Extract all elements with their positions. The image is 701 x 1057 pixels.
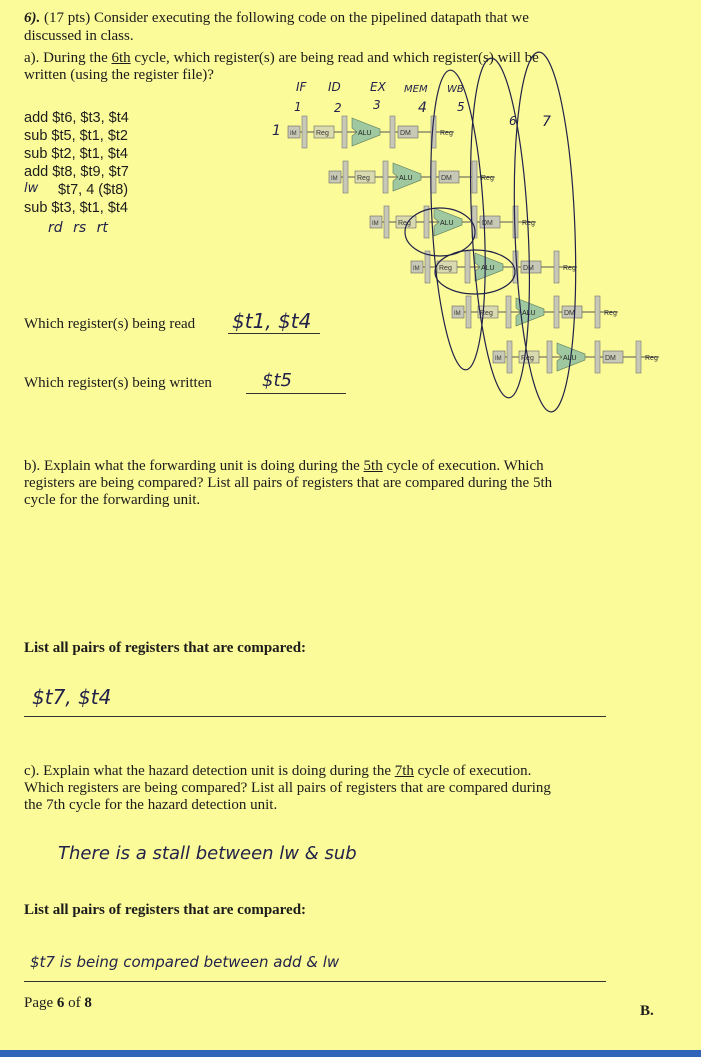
read-answer-line: [228, 333, 320, 334]
version-letter: B.: [640, 1003, 654, 1019]
im-label: IM: [495, 356, 502, 362]
page-pre: Page: [24, 995, 57, 1011]
reg-label: Reg: [398, 220, 411, 227]
part-c-line-2: Which registers are being compared? List all pairs of registers that are compared during: [24, 780, 551, 796]
question-header-text-1: (17 pts) Consider executing the following code on the pipelined datapath that we: [40, 10, 529, 26]
reg-wb-label: Reg: [563, 265, 576, 272]
page-number: [24, 995, 92, 1012]
part-c-line-3: the 7th cycle for the hazard detection unit.: [24, 797, 278, 813]
dm-label: DM: [523, 265, 534, 272]
stage-label-if: IF: [296, 80, 307, 94]
dm-label: DM: [400, 130, 411, 137]
alu-label: ALU: [522, 310, 536, 317]
part-b-post: cycle of execution. Which: [382, 458, 544, 474]
part-b-answer: $t7, $t4: [32, 685, 112, 709]
part-b-cycle: 5th: [363, 458, 383, 474]
code-annotation-lw: lw: [24, 181, 39, 196]
pipeline-row: [370, 206, 536, 238]
question-header-line-2: discussed in class.: [24, 28, 134, 44]
part-a-line-2: written (using the register file)?: [24, 67, 214, 83]
im-label: IM: [331, 176, 338, 182]
code-annotation-fields: rd rs rt: [48, 220, 108, 236]
reg-wb-label: Reg: [604, 310, 617, 317]
reg-label: Reg: [521, 355, 534, 362]
part-c-post: cycle of execution.: [413, 763, 532, 779]
pipeline-row: [493, 341, 659, 373]
reg-wb-label: Reg: [481, 175, 494, 182]
part-b-answer-line: [24, 716, 606, 717]
dm-label: DM: [441, 175, 452, 182]
stage-label-wb: WB: [447, 84, 464, 95]
dm-label: DM: [605, 355, 616, 362]
part-b-list-label: List all pairs of registers that are compared:: [24, 640, 307, 656]
cycle-number-4: 4: [418, 100, 427, 116]
part-b-line-1: [24, 458, 544, 475]
reg-wb-label: Reg: [440, 130, 453, 137]
im-label: IM: [454, 311, 461, 317]
code-line-5: $t7, 4 ($t8): [58, 182, 129, 198]
row-number-1: 1: [272, 123, 281, 139]
dm-label: DM: [564, 310, 575, 317]
page-total: 8: [84, 995, 92, 1011]
part-a-post: cycle, which register(s) are being read and which register(s) will be: [130, 50, 539, 66]
dm-label: DM: [482, 220, 493, 227]
alu-label: ALU: [399, 175, 413, 182]
part-b-line-3: cycle for the forwarding unit.: [24, 492, 201, 508]
alu-label: ALU: [440, 220, 454, 227]
code-line-2: sub $t5, $t1, $t2: [24, 128, 128, 144]
written-answer: $t5: [262, 370, 292, 391]
page-mid: of: [64, 995, 85, 1011]
reg-wb-label: Reg: [522, 220, 535, 227]
cycle-number-5: 5: [457, 100, 465, 114]
pipeline-row: [452, 296, 618, 328]
im-label: IM: [290, 131, 297, 137]
reg-label: Reg: [316, 130, 329, 137]
part-c-answer-line: [24, 981, 606, 982]
code-line-1: add $t6, $t3, $t4: [24, 110, 129, 126]
part-c-cycle: 7th: [394, 763, 414, 779]
alu-label: ALU: [563, 355, 577, 362]
stage-label-ex: EX: [370, 80, 386, 94]
written-answer-line: [246, 393, 346, 394]
im-label: IM: [372, 221, 379, 227]
part-a-cycle: 6th: [111, 50, 131, 66]
im-label: IM: [413, 266, 420, 272]
read-answer: $t1, $t4: [232, 309, 312, 333]
part-c-pre: c). Explain what the hazard detection unit is doing during the: [24, 763, 395, 779]
pipeline-row: [288, 116, 454, 148]
cycle-number-2: 2: [334, 101, 342, 115]
stage-label-id: ID: [328, 80, 341, 94]
part-c-explain-answer: There is a stall between lw & sub: [58, 843, 357, 864]
reg-wb-label: Reg: [645, 355, 658, 362]
stage-label-mem: MEM: [404, 84, 428, 95]
part-c-list-label: List all pairs of registers that are compared:: [24, 902, 307, 918]
part-b-line-2: registers are being compared? List all pairs of registers that are compared during the 5th: [24, 475, 553, 491]
code-line-4: add $t8, $t9, $t7: [24, 164, 129, 180]
alu-label: ALU: [481, 265, 495, 272]
cycle-number-6: 6: [509, 114, 517, 128]
reg-label: Reg: [439, 265, 452, 272]
cycle-number-7: 7: [542, 114, 551, 130]
cycle-number-3: 3: [373, 98, 381, 112]
code-line-3: sub $t2, $t1, $t4: [24, 146, 128, 162]
part-b-pre: b). Explain what the forwarding unit is doing during the: [24, 458, 364, 474]
part-a-pre: a). During the: [24, 50, 112, 66]
written-question: Which register(s) being written: [24, 375, 212, 391]
reg-label: Reg: [357, 175, 370, 182]
reg-label: Reg: [480, 310, 493, 317]
code-line-6: sub $t3, $t1, $t4: [24, 200, 128, 216]
bottom-bar: [0, 1050, 701, 1057]
alu-label: ALU: [358, 130, 372, 137]
part-c-answer: $t7 is being compared between add & lw: [30, 953, 340, 971]
cycle-number-1: 1: [294, 100, 302, 114]
read-question: Which register(s) being read: [24, 316, 196, 332]
page-num: 6: [56, 995, 65, 1011]
question-number: 6).: [24, 10, 41, 26]
part-c-line-1: [24, 763, 531, 780]
